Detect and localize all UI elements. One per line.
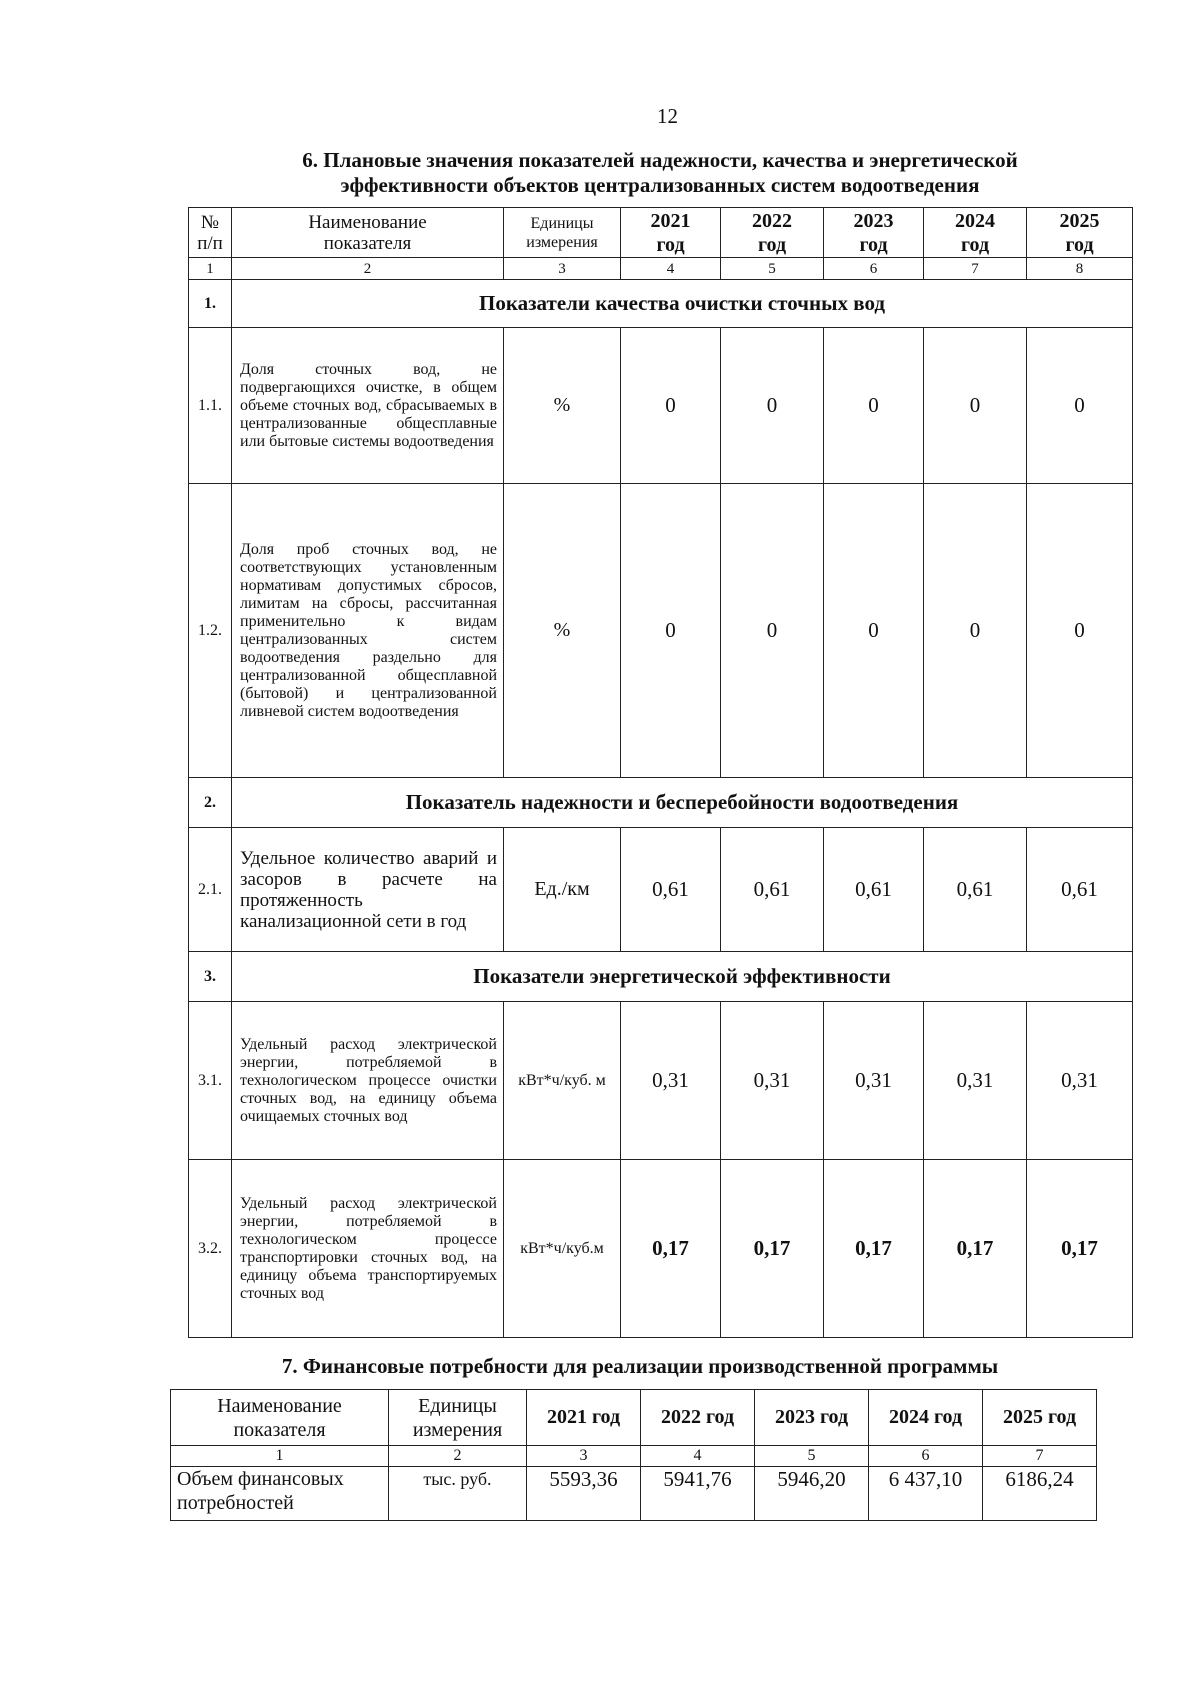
value-2024: 0,31 bbox=[924, 1002, 1027, 1160]
value-2021: 0,31 bbox=[621, 1002, 721, 1160]
group-number: 1. bbox=[189, 280, 232, 328]
indicator-name: Доля сточных вод, не подвергающихся очистке, в общем объеме сточных вод, сбрасываемых в централизованные общесплавные или бытовые системы водоотведения bbox=[232, 328, 504, 484]
col-header-year bbox=[621, 208, 721, 258]
indicator-name: Удельный расход электрической энергии, потребляемой в технологическом процессе транспортировки сточных вод, на единицу объема транспортируемых сточных вод bbox=[232, 1160, 504, 1338]
column-number: 2 bbox=[389, 1446, 527, 1467]
value-2025: 0,17 bbox=[1027, 1160, 1133, 1338]
col-header-year bbox=[721, 208, 824, 258]
col-header-year-suffix: год bbox=[757, 233, 787, 256]
financial-header-row bbox=[171, 1390, 1097, 1446]
column-number: 8 bbox=[1027, 258, 1133, 280]
column-number: 4 bbox=[621, 258, 721, 280]
col-header-num-line2: п/п bbox=[197, 232, 223, 254]
unit: % bbox=[504, 484, 621, 778]
col-header-unit bbox=[389, 1390, 527, 1446]
table-row bbox=[171, 1467, 1097, 1521]
indicator-name: Удельный расход электрической энергии, потребляемой в технологическом процессе очистки сточных вод, на единицу объема очищаемых сточных вод bbox=[232, 1002, 504, 1160]
value-2024: 0,17 bbox=[924, 1160, 1027, 1338]
group-title: Показатели качества очистки сточных вод bbox=[232, 280, 1133, 328]
col-header-name-line1: Наименование bbox=[217, 1394, 342, 1417]
col-header-unit-line1: Единицы bbox=[530, 214, 594, 232]
col-header-year: 2023 год bbox=[755, 1390, 869, 1446]
group-row bbox=[189, 778, 1133, 828]
group-title: Показатели энергетической эффективности bbox=[232, 952, 1133, 1002]
column-number: 3 bbox=[527, 1446, 641, 1467]
value-2024: 0 bbox=[924, 484, 1027, 778]
financial-table bbox=[170, 1389, 1097, 1521]
column-number: 3 bbox=[504, 258, 621, 280]
col-header-name bbox=[171, 1390, 389, 1446]
column-number: 4 bbox=[641, 1446, 755, 1467]
table-row bbox=[189, 1160, 1133, 1338]
group-title: Показатель надежности и бесперебойности водоотведения bbox=[232, 778, 1133, 828]
column-number: 6 bbox=[869, 1446, 983, 1467]
column-number: 5 bbox=[721, 258, 824, 280]
unit: % bbox=[504, 328, 621, 484]
section-6-title-line1: 6. Плановые значения показателей надежности, качества и энергетической bbox=[302, 148, 1018, 172]
col-header-year-suffix: год bbox=[859, 233, 888, 256]
value-2023: 0 bbox=[824, 328, 924, 484]
col-header-year: 2024 год bbox=[869, 1390, 983, 1446]
col-header-year bbox=[924, 208, 1027, 258]
section-6-title bbox=[230, 148, 1090, 198]
col-header-year-suffix: год bbox=[960, 233, 990, 256]
col-header-name-line2: показателя bbox=[323, 232, 412, 254]
value-2024: 6 437,10 bbox=[869, 1467, 983, 1521]
section-6-title-line2: эффективности объектов централизованных систем водоотведения bbox=[340, 173, 980, 197]
unit: тыс. руб. bbox=[389, 1467, 527, 1521]
col-header-unit-line2: измерения bbox=[526, 233, 598, 251]
col-header-name-line2: показателя bbox=[233, 1418, 326, 1441]
col-header-year-value: 2022 bbox=[752, 209, 792, 232]
value-2025: 0,61 bbox=[1027, 828, 1133, 952]
indicators-header-row bbox=[189, 208, 1133, 258]
column-number-row bbox=[171, 1446, 1097, 1467]
value-2023: 0,17 bbox=[824, 1160, 924, 1338]
column-number: 7 bbox=[924, 258, 1027, 280]
table-row bbox=[189, 328, 1133, 484]
row-number: 1.1. bbox=[189, 328, 232, 484]
table-row bbox=[189, 484, 1133, 778]
col-header-year-value: 2021 bbox=[650, 209, 691, 232]
unit: Ед./км bbox=[504, 828, 621, 952]
col-header-year bbox=[1027, 208, 1133, 258]
group-row bbox=[189, 280, 1133, 328]
indicators-table bbox=[188, 207, 1133, 1338]
group-number: 2. bbox=[189, 778, 232, 828]
col-header-year-value: 2024 bbox=[955, 209, 995, 232]
group-row bbox=[189, 952, 1133, 1002]
row-number: 1.2. bbox=[189, 484, 232, 778]
value-2025: 6186,24 bbox=[983, 1467, 1097, 1521]
indicator-name bbox=[171, 1467, 389, 1521]
value-2021: 0 bbox=[621, 328, 721, 484]
value-2023: 0,31 bbox=[824, 1002, 924, 1160]
row-number: 3.1. bbox=[189, 1002, 232, 1160]
value-2021: 0,61 bbox=[621, 828, 721, 952]
value-2025: 0,31 bbox=[1027, 1002, 1133, 1160]
value-2022: 0 bbox=[721, 328, 824, 484]
table-row bbox=[189, 828, 1133, 952]
value-2022: 5941,76 bbox=[641, 1467, 755, 1521]
value-2023: 5946,20 bbox=[755, 1467, 869, 1521]
value-2022: 0 bbox=[721, 484, 824, 778]
unit: кВт*ч/куб. м bbox=[504, 1002, 621, 1160]
value-2023: 0 bbox=[824, 484, 924, 778]
value-2022: 0,17 bbox=[721, 1160, 824, 1338]
unit: кВт*ч/куб.м bbox=[504, 1160, 621, 1338]
value-2021: 0,17 bbox=[621, 1160, 721, 1338]
column-number: 7 bbox=[983, 1446, 1097, 1467]
indicator-name: Удельное количество аварий и засоров в расчете на протяженность канализационной сети в год bbox=[232, 828, 504, 952]
col-header-unit bbox=[504, 208, 621, 258]
column-number: 5 bbox=[755, 1446, 869, 1467]
table-row bbox=[189, 1002, 1133, 1160]
value-2024: 0,61 bbox=[924, 828, 1027, 952]
page-number: 12 bbox=[657, 104, 678, 128]
value-2024: 0 bbox=[924, 328, 1027, 484]
col-header-year: 2021 год bbox=[527, 1390, 641, 1446]
col-header-name-line1: Наименование bbox=[308, 211, 427, 233]
col-header-year-value: 2023 bbox=[853, 209, 894, 232]
row-number: 2.1. bbox=[189, 828, 232, 952]
col-header-num-line1: № bbox=[200, 211, 220, 233]
value-2025: 0 bbox=[1027, 328, 1133, 484]
value-2022: 0,61 bbox=[721, 828, 824, 952]
value-2022: 0,31 bbox=[721, 1002, 824, 1160]
column-number: 1 bbox=[171, 1446, 389, 1467]
col-header-year-value: 2025 bbox=[1059, 209, 1100, 232]
col-header-num bbox=[189, 208, 232, 258]
col-header-name bbox=[232, 208, 504, 258]
indicator-name-line1: Объем финансовых bbox=[177, 1468, 344, 1490]
indicator-name: Доля проб сточных вод, не соответствующих установленным нормативам допустимых сбросов, лимитам на сбросы, рассчитанная применительно к видам централизованных систем водоотведения раздельно для централизованной общесплавной (бытовой) и централизованной ливневой систем водоотведения bbox=[232, 484, 504, 778]
value-2021: 5593,36 bbox=[527, 1467, 641, 1521]
row-number: 3.2. bbox=[189, 1160, 232, 1338]
value-2023: 0,61 bbox=[824, 828, 924, 952]
col-header-year-suffix: год bbox=[1065, 233, 1094, 256]
section-7-title: 7. Финансовые потребности для реализации производственной программы bbox=[281, 1354, 999, 1378]
column-number: 6 bbox=[824, 258, 924, 280]
col-header-unit-line1: Единицы bbox=[418, 1394, 497, 1417]
column-number-row bbox=[189, 258, 1133, 280]
column-number: 1 bbox=[189, 258, 232, 280]
col-header-year bbox=[824, 208, 924, 258]
group-number: 3. bbox=[189, 952, 232, 1002]
col-header-year: 2022 год bbox=[641, 1390, 755, 1446]
value-2025: 0 bbox=[1027, 484, 1133, 778]
value-2021: 0 bbox=[621, 484, 721, 778]
col-header-year-suffix: год bbox=[656, 233, 685, 256]
col-header-unit-line2: измерения bbox=[412, 1418, 503, 1441]
col-header-year: 2025 год bbox=[983, 1390, 1097, 1446]
indicator-name-line2: потребностей bbox=[177, 1492, 294, 1514]
column-number: 2 bbox=[232, 258, 504, 280]
